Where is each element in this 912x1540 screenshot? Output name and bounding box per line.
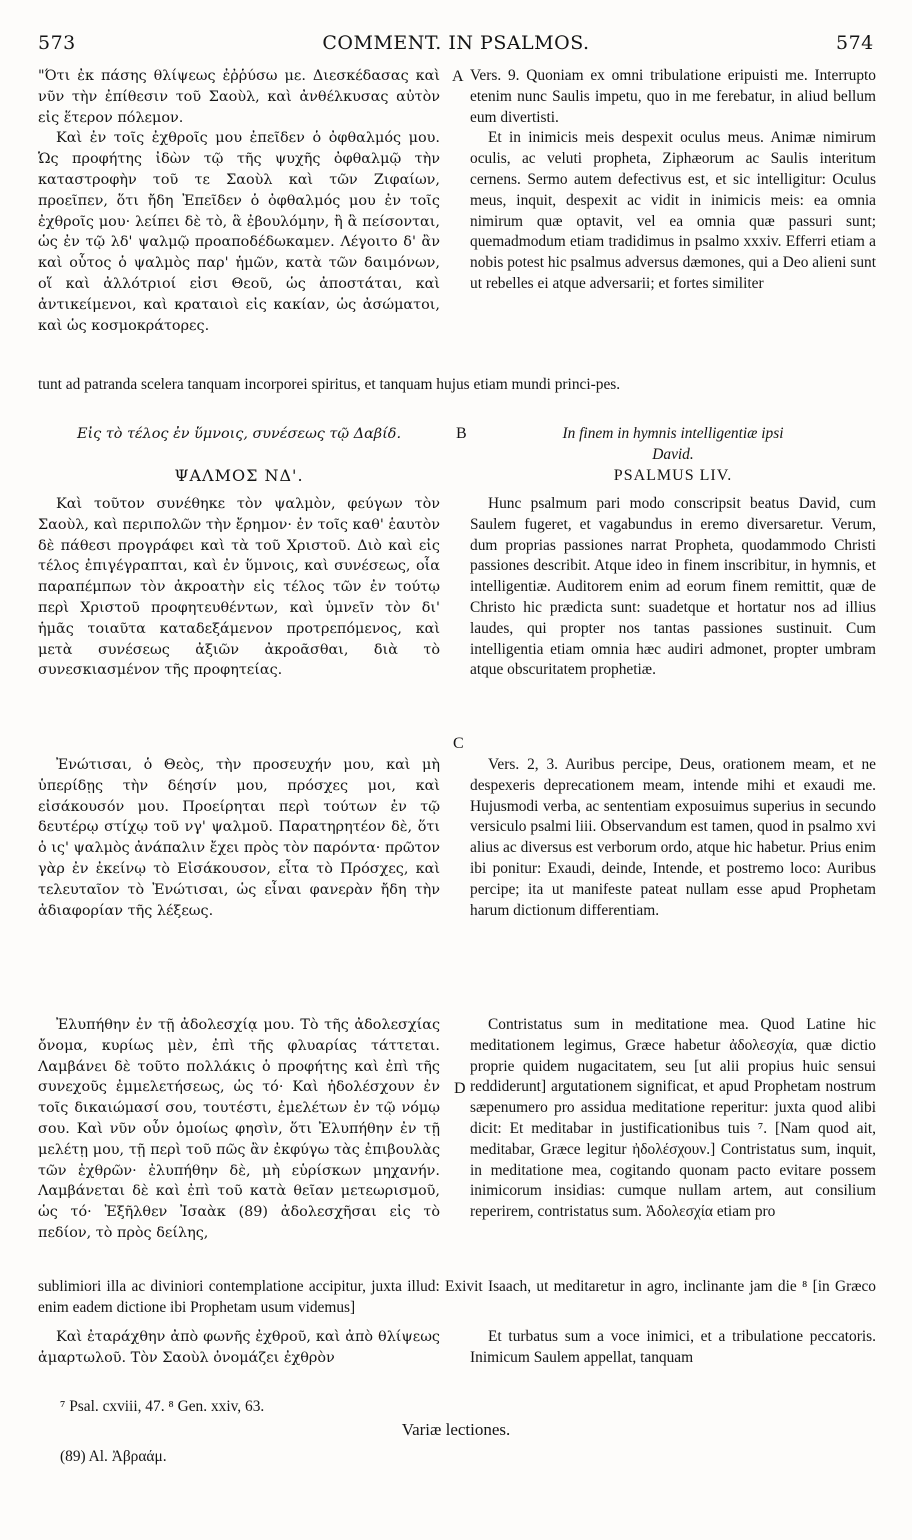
page-number-right: 574 (836, 32, 874, 54)
greek-paragraph-4: Ἐνώτισαι, ὁ Θεὸς, τὴν προσευχήν μου, καὶ μὴ ὑπερίδῃς τὴν δέησίν μου, πρόσχες μοι, καὶ εἰσάκουσόν μου. Προείρηται περὶ τούτων ἐν τῷ δευτέρῳ στίχῳ τοῦ νγ' ψαλμοῦ. Παρατηρητέον δὲ, ὅτι ὁ ις' ψαλμὸς ἀνάπαλιν ἔχει πρὸς τὸν παρόντα· πρῶτον γὰρ ἐν ἐκείνῳ τὸ Εἰσάκουσον, εἶτα τὸ Πρόσχες, καὶ τελευταῖον τὸ Ἐνώτισαι, ὡς εἶναι φανερὰν ἤδη τὴν ἀδιαφορίαν τῆς λέξεως. (38, 757, 440, 919)
greek-psalm-title: Εἰς τὸ τέλος ἐν ὕμνοις, συνέσεως τῷ Δαβίδ. (76, 426, 402, 442)
greek-paragraph-2: Καὶ ἐν τοῖς ἐχθροῖς μου ἐπεῖδεν ὁ ὀφθαλμός μου. Ὡς προφήτης ἰδὼν τῷ τῆς ψυχῆς ὀφθαλμῷ τὴν καταστροφὴν τοῦ τε Σαοὺλ καὶ τῶν Ζιφαίων, προεῖπεν, ὅτι ἤδη Ἐπεῖδεν ὁ ὀφθαλμός μου ἐν τοῖς ἐχθροῖς μου· λείπει δὲ τὸ, ἃ ἐβουλόμην, ἢ ἃ πείσονται, ὡς ἐν τῷ λδ' ψαλμῷ προαποδέδωκαμεν. Λέγοιτο δ' ἂν καὶ οὗτος ὁ ψαλμὸς παρ' ἡμῶν, κατὰ τῶν δαιμόνων, οἵ καὶ ἀλλότριοί εἰσι Θεοῦ, ὡς ἀποστάται, καὶ ἀντικείμενοι, καὶ κραταιοὶ εἰς κακίαν, ὡς ἀσώματοι, καὶ ὡς κοσμοκράτορες. (38, 130, 440, 334)
greek-paragraph-5: Ἐλυπήθην ἐν τῇ ἀδολεσχίᾳ μου. Τὸ τῆς ἀδολεσχίας ὄνομα, κυρίως μὲν, ἐπὶ τῆς φλυαρίας τάττεται. Λαμβάνει δὲ τοῦτο πολλάκις ὁ προφήτης καὶ ἐπὶ τῆς συνεχοῦς ἐμμελετήσεως, ὡς τό· Καὶ ἠδολέσχουν ἐν τοῖς δικαιώμασί σου, τουτέστι, ἐμελέτων ἐν τῷ νόμῳ σου. Καὶ νῦν οὖν ὁμοίως φησὶν, ὅτι Ἐλυπήθην ἐν τῇ μελέτῃ μου, τῇ περὶ τοῦ πῶς ἂν ἐκφύγω τὰς ἐπιβουλὰς τῶν ἐχθρῶν· ἐλυπήθην δὲ, μὴ εὑρίσκων μηχανήν. Λαμβάνεται δὲ καὶ ἐπὶ τοῦ κατὰ θεῖαν μετεωρισμοῦ, ὡς τό· Ἐξῆλθεν Ἰσαὰκ (89) ἀδολεσχῆσαι εἰς τὸ πεδίον, τὸ πρὸς δείλης, (38, 1017, 440, 1241)
footnote-references: ⁷ Psal. cxviii, 47. ⁸ Gen. xxiv, 63. (60, 1398, 265, 1415)
latin-continuation-2: sublimiori illa ac diviniori contemplatione accipitur, juxta illud: Exivit Isaach, ut meditaretur in agro, inclinante jam die ⁸ [in Græco enim eadem dictione ibi Prophetam usum videmus] (38, 1278, 876, 1316)
latin-paragraph-6: Et turbatus sum a voce inimici, et a tribulatione peccatoris. Inimicum Saulem appellat, tanquam (470, 1328, 876, 1366)
running-title: COMMENT. IN PSALMOS. (322, 32, 590, 54)
greek-column-top (38, 66, 440, 336)
latin-paragraph-3: Hunc psalmum pari modo conscripsit beatus David, cum Saulem fugeret, et vagabundus in eremo diversaretur. Verum, dum proprias passiones narrat Propheta, quodammodo Christi passiones describit. Atque ideo in finem inscribitur, in hymnis, et intelligentiæ. Auditorem enim ad eorum finem remittit, quæ de Christo hic prædicta sunt: suadetque et hortatur nos ad illius laudes, qui propter nos tantas passiones sustinuit. Cum intelligentia etiam omnia hæc audiri admonet, propter umbram atque obscuritatem prophetiæ. (470, 495, 876, 679)
latin-column-top (470, 66, 876, 295)
margin-letter-b: B (456, 425, 467, 442)
latin-psalm-title-2: David. (652, 446, 694, 463)
latin-continuation-1: tunt ad patranda scelera tanquam incorporei spiritus, et tanquam hujus etiam mundi princi-pes. (38, 376, 621, 393)
greek-paragraph-1: "Ότι ἐκ πάσης θλίψεως ἐῤῥύσω με. Διεσκέδασας καὶ νῦν τὴν ἐπίθεσιν τοῦ Σαοὺλ, καὶ ἀνθέλκυσας αὐτὸν εἰς ἕτερον πόλεμον. (38, 68, 440, 126)
margin-letter-c: C (453, 735, 464, 752)
greek-psalm-heading: ΨΑΛΜΟΣ ΝΔ'. (174, 466, 304, 485)
greek-paragraph-6: Καὶ ἐταράχθην ἀπὸ φωνῆς ἐχθροῦ, καὶ ἀπὸ θλίψεως ἁμαρτωλοῦ. Τὸν Σαοὺλ ὀνομάζει ἐχθρὸν (38, 1329, 440, 1366)
latin-paragraph-2: Et in inimicis meis despexit oculus meus. Animæ nimirum oculis, ac veluti propheta, Ziphæorum ac Saulis interitum cernens. Sermo autem defectivus est, et sic intelligitur: Oculus meus, inquit, despexit ac vidit in inimicis meis: ea omnia nimirum quæ optavit, vel ea omnia quæ passuri sunt; quemadmodum etiam tradidimus in psalmo xxxiv. Efferri etiam a nobis potest hic psalmus adversus dæmones, qui a Deo alieni sunt ut rebelles ei atque adversarii; et fortes similiter (470, 129, 876, 292)
page-number-left: 573 (38, 32, 76, 54)
margin-letter-a: A (452, 68, 464, 85)
latin-psalm-heading: PSALMUS LIV. (613, 467, 733, 484)
variae-lectiones-heading: Variæ lectiones. (401, 1420, 511, 1439)
variant-reading-89: (89) Al. Ἀβραάμ. (60, 1448, 167, 1465)
latin-paragraph-1: Vers. 9. Quoniam ex omni tribulatione eripuisti me. Interrupto etenim nunc Saulis impetu, quo in me ferebatur, in aliud bellum eum divertisti. (470, 67, 876, 126)
latin-paragraph-5: Contristatus sum in meditatione mea. Quod Latine hic meditationem legimus, Græce habetur ἀδολεσχία, quæ dictio proprie quidem nugacitatem, seu [ut alii propius huic sensui reddiderunt] argutationem significat, et apud Prophetam nostrum sæpenumero pro assidua meditatione reperitur: juxta quod alibi dicit: Et meditabar in justificationibus tuis ⁷. [Nam quod ait, meditabar, Græce legitur ἠδολέσχουν.] Contristatus sum, inquit, in meditatione mea, cogitando quonam pacto evitare possem inimicorum insidias: cumque nullam artem, aut consilium reperirem, contristatus sum. Ἀδολεσχία etiam pro (470, 1016, 876, 1221)
margin-letter-d: D (454, 1080, 466, 1097)
greek-paragraph-3: Καὶ τοῦτον συνέθηκε τὸν ψαλμὸν, φεύγων τὸν Σαοὺλ, καὶ περιπολῶν τὴν ἔρημον· ἐν τοῖς καθ' ἑαυτὸν δὲ πάθεσι προγράφει καὶ τὰ τοῦ Χριστοῦ. Διὸ καὶ εἰς τέλος ἐπιγέγραπται, καὶ ἐν ὕμνοις, καὶ συνέσεως, οἷα παραπέμπων τὸν ἀκροατὴν εἰς τέλος τῶν ἐν τούτῳ περὶ Χριστοῦ προφητευθέντων, καὶ ὑμνεῖν τὸν δι' ἡμᾶς τοιαῦτα καταδεξάμενον προτρεπόμενος, καὶ μετὰ συνέσεως ἀξιῶν ἀκροᾶσθαι, διὰ τὸ συνεσκιασμένον τῆς προφητείας. (38, 496, 440, 679)
latin-paragraph-4: Vers. 2, 3. Auribus percipe, Deus, orationem meam, et ne despexeris deprecationem meam, intende mihi et exaudi me. Hujusmodi verba, ac sententiam exposuimus superius in secundo versiculo psalmi liii. Observandum est tamen, quod in psalmo xvi alius ac diversus est verborum ordo, atque hic habetur. Prius enim ibi ponitur: Exaudi, deinde, Intende, et postremo loco: Auribus percipe; ita ut manifeste pateat nullam esse apud Prophetam harum dictionum differentiam. (470, 756, 876, 919)
latin-psalm-title-1: In finem in hymnis intelligentiæ ipsi (562, 425, 784, 442)
